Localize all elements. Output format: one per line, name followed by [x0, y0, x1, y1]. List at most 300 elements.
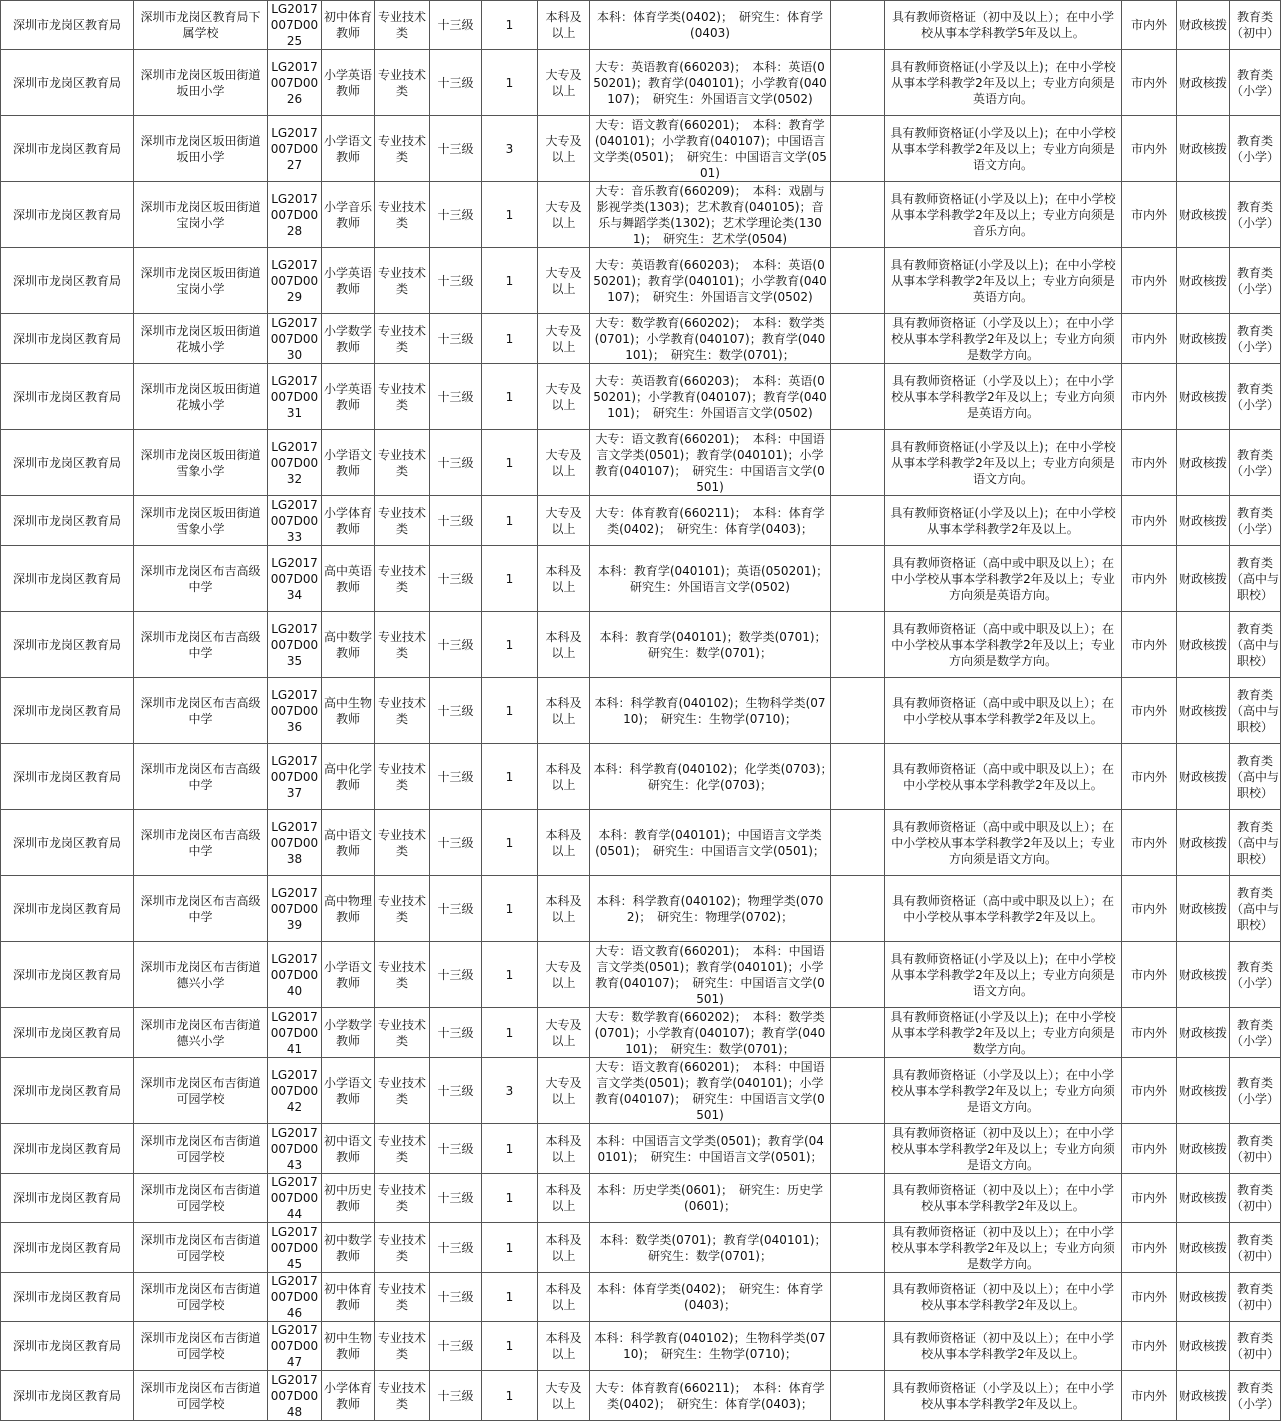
- position-type-cell: 专业技术类: [375, 744, 430, 810]
- position-code-cell: LG2017007D0036: [268, 678, 322, 744]
- empty-cell: [831, 1273, 885, 1322]
- position-code-cell: LG2017007D0026: [268, 50, 322, 116]
- major-requirement-cell: 大专：数学教育(660202)； 本科：数学类(0701)；小学教育(040107)；教育学(040101)； 研究生：数学(0701)；: [590, 1008, 831, 1058]
- unit-cell: 深圳市龙岗区布吉街道可园学校: [134, 1273, 268, 1322]
- position-type-cell: 专业技术类: [375, 1008, 430, 1058]
- position-code-cell: LG2017007D0035: [268, 612, 322, 678]
- unit-cell: 深圳市龙岗区坂田街道宝岗小学: [134, 248, 268, 314]
- position-name-cell: 初中历史教师: [322, 1174, 375, 1223]
- recruitment-scope-cell: 市内外: [1122, 1124, 1177, 1174]
- position-code-cell: LG2017007D0033: [268, 496, 322, 546]
- department-cell: 深圳市龙岗区教育局: [1, 678, 134, 744]
- department-cell: 深圳市龙岗区教育局: [1, 430, 134, 496]
- position-code-cell: LG2017007D0029: [268, 248, 322, 314]
- unit-cell: 深圳市龙岗区布吉高级中学: [134, 612, 268, 678]
- unit-cell: 深圳市龙岗区布吉高级中学: [134, 546, 268, 612]
- funding-cell: 财政核拨: [1177, 1124, 1230, 1174]
- unit-cell: 深圳市龙岗区坂田街道宝岗小学: [134, 182, 268, 248]
- headcount-cell: 1: [482, 1273, 538, 1322]
- recruitment-scope-cell: 市内外: [1122, 1174, 1177, 1223]
- position-name-cell: 小学数学教师: [322, 1008, 375, 1058]
- funding-cell: 财政核拨: [1177, 678, 1230, 744]
- position-type-cell: 专业技术类: [375, 50, 430, 116]
- position-code-cell: LG2017007D0037: [268, 744, 322, 810]
- headcount-cell: 1: [482, 248, 538, 314]
- education-cell: 大专及以上: [538, 430, 590, 496]
- major-requirement-cell: 本科：中国语言文学类(0501)；教育学(040101)； 研究生：中国语言文学(0501)；: [590, 1124, 831, 1174]
- position-name-cell: 小学英语教师: [322, 50, 375, 116]
- level-cell: 十三级: [430, 314, 482, 364]
- education-cell: 本科及以上: [538, 810, 590, 876]
- major-requirement-cell: 本科：体育学类(0402)； 研究生：体育学(0403)；: [590, 1273, 831, 1322]
- table-row: [1, 1322, 1281, 1371]
- education-cell: 大专及以上: [538, 1371, 590, 1421]
- unit-cell: 深圳市龙岗区布吉街道可园学校: [134, 1322, 268, 1371]
- unit-cell: 深圳市龙岗区布吉街道德兴小学: [134, 942, 268, 1008]
- empty-cell: [831, 116, 885, 182]
- education-cell: 大专及以上: [538, 116, 590, 182]
- empty-cell: [831, 1124, 885, 1174]
- level-cell: 十三级: [430, 248, 482, 314]
- department-cell: 深圳市龙岗区教育局: [1, 810, 134, 876]
- position-name-cell: 高中英语教师: [322, 546, 375, 612]
- exam-category-cell: 教育类（小学）: [1230, 314, 1281, 364]
- headcount-cell: 1: [482, 1174, 538, 1223]
- position-type-cell: 专业技术类: [375, 116, 430, 182]
- table-row: [1, 364, 1281, 430]
- exam-category-cell: 教育类（小学）: [1230, 116, 1281, 182]
- table-row: [1, 678, 1281, 744]
- level-cell: 十三级: [430, 1, 482, 50]
- table-row: [1, 182, 1281, 248]
- exam-category-cell: 教育类（小学）: [1230, 182, 1281, 248]
- position-code-cell: LG2017007D0031: [268, 364, 322, 430]
- funding-cell: 财政核拨: [1177, 546, 1230, 612]
- education-cell: 大专及以上: [538, 496, 590, 546]
- other-requirement-cell: 具有教师资格证（高中或中职及以上）；在中小学校从事本学科教学2年及以上；专业方向须是语文方向。: [885, 810, 1122, 876]
- position-name-cell: 小学语文教师: [322, 942, 375, 1008]
- position-name-cell: 高中物理教师: [322, 876, 375, 942]
- empty-cell: [831, 678, 885, 744]
- empty-cell: [831, 744, 885, 810]
- headcount-cell: 1: [482, 1008, 538, 1058]
- major-requirement-cell: 大专：语文教育(660201)； 本科：教育学(040101)；小学教育(040107)；中国语言文学类(0501)； 研究生：中国语言文学(0501): [590, 116, 831, 182]
- recruitment-scope-cell: 市内外: [1122, 364, 1177, 430]
- department-cell: 深圳市龙岗区教育局: [1, 1322, 134, 1371]
- major-requirement-cell: 大专：语文教育(660201)； 本科：中国语言文学类(0501)；教育学(040101)；小学教育(040107)； 研究生：中国语言文学(0501): [590, 942, 831, 1008]
- position-code-cell: LG2017007D0034: [268, 546, 322, 612]
- unit-cell: 深圳市龙岗区坂田街道坂田小学: [134, 50, 268, 116]
- level-cell: 十三级: [430, 1371, 482, 1421]
- headcount-cell: 1: [482, 50, 538, 116]
- exam-category-cell: 教育类（小学）: [1230, 942, 1281, 1008]
- position-name-cell: 高中化学教师: [322, 744, 375, 810]
- position-code-cell: LG2017007D0047: [268, 1322, 322, 1371]
- recruitment-scope-cell: 市内外: [1122, 314, 1177, 364]
- recruitment-scope-cell: 市内外: [1122, 1273, 1177, 1322]
- empty-cell: [831, 1, 885, 50]
- position-code-cell: LG2017007D0045: [268, 1223, 322, 1273]
- level-cell: 十三级: [430, 546, 482, 612]
- position-type-cell: 专业技术类: [375, 1273, 430, 1322]
- other-requirement-cell: 具有教师资格证（小学及以上）；在中小学校从事本学科教学2年及以上。: [885, 1371, 1122, 1421]
- unit-cell: 深圳市龙岗区布吉高级中学: [134, 744, 268, 810]
- level-cell: 十三级: [430, 1322, 482, 1371]
- other-requirement-cell: 具有教师资格证（小学及以上）；在中小学校从事本学科教学2年及以上；专业方向须是数学方向。: [885, 314, 1122, 364]
- recruitment-scope-cell: 市内外: [1122, 876, 1177, 942]
- other-requirement-cell: 具有教师资格证(小学及以上)；在中小学校从事本学科教学2年及以上；专业方向须是音乐方向。: [885, 182, 1122, 248]
- table-row: [1, 1273, 1281, 1322]
- other-requirement-cell: 具有教师资格证(小学及以上)；在中小学校从事本学科教学2年及以上；专业方向须是语文方向。: [885, 942, 1122, 1008]
- empty-cell: [831, 430, 885, 496]
- empty-cell: [831, 1223, 885, 1273]
- other-requirement-cell: 具有教师资格证（初中及以上）；在中小学校从事本学科教学5年及以上。: [885, 1, 1122, 50]
- empty-cell: [831, 1174, 885, 1223]
- exam-category-cell: 教育类（初中）: [1230, 1174, 1281, 1223]
- exam-category-cell: 教育类（小学）: [1230, 1371, 1281, 1421]
- exam-category-cell: 教育类（小学）: [1230, 1008, 1281, 1058]
- exam-category-cell: 教育类（小学）: [1230, 50, 1281, 116]
- other-requirement-cell: 具有教师资格证(小学及以上)；在中小学校从事本学科教学2年及以上；专业方向须是数学方向。: [885, 1008, 1122, 1058]
- empty-cell: [831, 182, 885, 248]
- table-row: [1, 942, 1281, 1008]
- exam-category-cell: 教育类（小学）: [1230, 1058, 1281, 1124]
- table-row: [1, 546, 1281, 612]
- other-requirement-cell: 具有教师资格证（高中或中职及以上）；在中小学校从事本学科教学2年及以上。: [885, 678, 1122, 744]
- major-requirement-cell: 大专：体育教育(660211)； 本科：体育学类(0402)； 研究生：体育学(0403)；: [590, 1371, 831, 1421]
- department-cell: 深圳市龙岗区教育局: [1, 1008, 134, 1058]
- unit-cell: 深圳市龙岗区布吉街道可园学校: [134, 1371, 268, 1421]
- position-type-cell: 专业技术类: [375, 430, 430, 496]
- table-row: [1, 1371, 1281, 1421]
- headcount-cell: 1: [482, 364, 538, 430]
- recruitment-scope-cell: 市内外: [1122, 612, 1177, 678]
- position-name-cell: 初中数学教师: [322, 1223, 375, 1273]
- funding-cell: 财政核拨: [1177, 942, 1230, 1008]
- table-row: [1, 744, 1281, 810]
- unit-cell: 深圳市龙岗区坂田街道花城小学: [134, 314, 268, 364]
- unit-cell: 深圳市龙岗区布吉高级中学: [134, 876, 268, 942]
- major-requirement-cell: 大专：音乐教育(660209)； 本科：戏剧与影视学类(1303)；艺术教育(040105)；音乐与舞蹈学类(1302)；艺术学理论类(1301)； 研究生：艺术学(0504): [590, 182, 831, 248]
- position-type-cell: 专业技术类: [375, 1124, 430, 1174]
- other-requirement-cell: 具有教师资格证（高中或中职及以上）；在中小学校从事本学科教学2年及以上；专业方向须是数学方向。: [885, 612, 1122, 678]
- unit-cell: 深圳市龙岗区布吉高级中学: [134, 678, 268, 744]
- position-type-cell: 专业技术类: [375, 1322, 430, 1371]
- department-cell: 深圳市龙岗区教育局: [1, 182, 134, 248]
- empty-cell: [831, 496, 885, 546]
- exam-category-cell: 教育类（小学）: [1230, 364, 1281, 430]
- education-cell: 本科及以上: [538, 876, 590, 942]
- level-cell: 十三级: [430, 182, 482, 248]
- headcount-cell: 1: [482, 1124, 538, 1174]
- table-row: [1, 810, 1281, 876]
- department-cell: 深圳市龙岗区教育局: [1, 744, 134, 810]
- position-type-cell: 专业技术类: [375, 1, 430, 50]
- position-type-cell: 专业技术类: [375, 364, 430, 430]
- level-cell: 十三级: [430, 1174, 482, 1223]
- recruitment-scope-cell: 市内外: [1122, 430, 1177, 496]
- department-cell: 深圳市龙岗区教育局: [1, 1124, 134, 1174]
- recruitment-scope-cell: 市内外: [1122, 810, 1177, 876]
- exam-category-cell: 教育类（初中）: [1230, 1322, 1281, 1371]
- table-row: [1, 116, 1281, 182]
- recruitment-scope-cell: 市内外: [1122, 1058, 1177, 1124]
- department-cell: 深圳市龙岗区教育局: [1, 1058, 134, 1124]
- empty-cell: [831, 1058, 885, 1124]
- unit-cell: 深圳市龙岗区坂田街道雪象小学: [134, 430, 268, 496]
- empty-cell: [831, 248, 885, 314]
- recruitment-scope-cell: 市内外: [1122, 1371, 1177, 1421]
- department-cell: 深圳市龙岗区教育局: [1, 546, 134, 612]
- level-cell: 十三级: [430, 364, 482, 430]
- other-requirement-cell: 具有教师资格证（高中或中职及以上）；在中小学校从事本学科教学2年及以上。: [885, 876, 1122, 942]
- funding-cell: 财政核拨: [1177, 1174, 1230, 1223]
- level-cell: 十三级: [430, 1008, 482, 1058]
- other-requirement-cell: 具有教师资格证(小学及以上)；在中小学校从事本学科教学2年及以上；专业方向须是语文方向。: [885, 430, 1122, 496]
- headcount-cell: 1: [482, 612, 538, 678]
- table-row: [1, 1174, 1281, 1223]
- unit-cell: 深圳市龙岗区布吉高级中学: [134, 810, 268, 876]
- position-code-cell: LG2017007D0040: [268, 942, 322, 1008]
- exam-category-cell: 教育类（小学）: [1230, 248, 1281, 314]
- department-cell: 深圳市龙岗区教育局: [1, 612, 134, 678]
- other-requirement-cell: 具有教师资格证（初中及以上）；在中小学校从事本学科教学2年及以上。: [885, 1322, 1122, 1371]
- position-name-cell: 小学语文教师: [322, 116, 375, 182]
- empty-cell: [831, 50, 885, 116]
- exam-category-cell: 教育类（初中）: [1230, 1273, 1281, 1322]
- position-type-cell: 专业技术类: [375, 314, 430, 364]
- position-name-cell: 高中数学教师: [322, 612, 375, 678]
- position-name-cell: 小学语文教师: [322, 430, 375, 496]
- level-cell: 十三级: [430, 612, 482, 678]
- department-cell: 深圳市龙岗区教育局: [1, 116, 134, 182]
- position-name-cell: 初中体育教师: [322, 1273, 375, 1322]
- major-requirement-cell: 本科：科学教育(040102)；化学类(0703)； 研究生：化学(0703)；: [590, 744, 831, 810]
- table-row: [1, 1008, 1281, 1058]
- major-requirement-cell: 大专：体育教育(660211)； 本科：体育学类(0402)； 研究生：体育学(0403)；: [590, 496, 831, 546]
- recruitment-scope-cell: 市内外: [1122, 50, 1177, 116]
- major-requirement-cell: 本科：体育学类(0402)； 研究生：体育学(0403): [590, 1, 831, 50]
- major-requirement-cell: 大专：英语教育(660203)； 本科：英语(050201)；教育学(040101)；小学教育(040107)； 研究生：外国语言文学(0502): [590, 50, 831, 116]
- empty-cell: [831, 1008, 885, 1058]
- table-row: [1, 430, 1281, 496]
- table-row: [1, 314, 1281, 364]
- unit-cell: 深圳市龙岗区布吉街道可园学校: [134, 1058, 268, 1124]
- other-requirement-cell: 具有教师资格证（初中及以上）；在中小学校从事本学科教学2年及以上；专业方向须是语文方向。: [885, 1124, 1122, 1174]
- unit-cell: 深圳市龙岗区布吉街道德兴小学: [134, 1008, 268, 1058]
- level-cell: 十三级: [430, 116, 482, 182]
- funding-cell: 财政核拨: [1177, 116, 1230, 182]
- unit-cell: 深圳市龙岗区布吉街道可园学校: [134, 1174, 268, 1223]
- position-type-cell: 专业技术类: [375, 1223, 430, 1273]
- major-requirement-cell: 大专：语文教育(660201)； 本科：中国语言文学类(0501)；教育学(040101)；小学教育(040107)； 研究生：中国语言文学(0501): [590, 1058, 831, 1124]
- funding-cell: 财政核拨: [1177, 1371, 1230, 1421]
- other-requirement-cell: 具有教师资格证（小学及以上）；在中小学校从事本学科教学2年及以上；专业方向须是英语方向。: [885, 364, 1122, 430]
- empty-cell: [831, 810, 885, 876]
- education-cell: 本科及以上: [538, 1322, 590, 1371]
- position-name-cell: 高中生物教师: [322, 678, 375, 744]
- department-cell: 深圳市龙岗区教育局: [1, 1223, 134, 1273]
- exam-category-cell: 教育类（初中）: [1230, 1, 1281, 50]
- education-cell: 大专及以上: [538, 1008, 590, 1058]
- position-type-cell: 专业技术类: [375, 612, 430, 678]
- education-cell: 本科及以上: [538, 678, 590, 744]
- funding-cell: 财政核拨: [1177, 1322, 1230, 1371]
- empty-cell: [831, 314, 885, 364]
- major-requirement-cell: 大专：数学教育(660202)； 本科：数学类(0701)；小学教育(040107)；教育学(040101)； 研究生：数学(0701)；: [590, 314, 831, 364]
- funding-cell: 财政核拨: [1177, 810, 1230, 876]
- other-requirement-cell: 具有教师资格证（小学及以上）；在中小学校从事本学科教学2年及以上；专业方向须是语文方向。: [885, 1058, 1122, 1124]
- position-name-cell: 初中语文教师: [322, 1124, 375, 1174]
- funding-cell: 财政核拨: [1177, 430, 1230, 496]
- position-name-cell: 小学语文教师: [322, 1058, 375, 1124]
- position-name-cell: 高中语文教师: [322, 810, 375, 876]
- level-cell: 十三级: [430, 496, 482, 546]
- department-cell: 深圳市龙岗区教育局: [1, 942, 134, 1008]
- other-requirement-cell: 具有教师资格证(小学及以上)；在中小学校从事本学科教学2年及以上；专业方向须是语文方向。: [885, 116, 1122, 182]
- table-row: [1, 1, 1281, 50]
- position-name-cell: 初中生物教师: [322, 1322, 375, 1371]
- position-code-cell: LG2017007D0032: [268, 430, 322, 496]
- level-cell: 十三级: [430, 744, 482, 810]
- empty-cell: [831, 546, 885, 612]
- position-code-cell: LG2017007D0043: [268, 1124, 322, 1174]
- empty-cell: [831, 1371, 885, 1421]
- position-type-cell: 专业技术类: [375, 876, 430, 942]
- headcount-cell: 1: [482, 1371, 538, 1421]
- recruitment-scope-cell: 市内外: [1122, 744, 1177, 810]
- major-requirement-cell: 本科：数学类(0701)；教育学(040101)； 研究生：数学(0701)；: [590, 1223, 831, 1273]
- recruitment-scope-cell: 市内外: [1122, 116, 1177, 182]
- exam-category-cell: 教育类（高中与职校）: [1230, 546, 1281, 612]
- table-body: [1, 1, 1281, 1421]
- level-cell: 十三级: [430, 810, 482, 876]
- funding-cell: 财政核拨: [1177, 1058, 1230, 1124]
- position-name-cell: 小学音乐教师: [322, 182, 375, 248]
- recruitment-scope-cell: 市内外: [1122, 1008, 1177, 1058]
- position-code-cell: LG2017007D0044: [268, 1174, 322, 1223]
- major-requirement-cell: 大专：语文教育(660201)； 本科：中国语言文学类(0501)；教育学(040101)；小学教育(040107)； 研究生：中国语言文学(0501): [590, 430, 831, 496]
- unit-cell: 深圳市龙岗区坂田街道花城小学: [134, 364, 268, 430]
- empty-cell: [831, 364, 885, 430]
- major-requirement-cell: 本科：科学教育(040102)；生物科学类(0710)； 研究生：生物学(0710)；: [590, 678, 831, 744]
- education-cell: 大专及以上: [538, 364, 590, 430]
- headcount-cell: 1: [482, 1223, 538, 1273]
- position-code-cell: LG2017007D0041: [268, 1008, 322, 1058]
- recruitment-scope-cell: 市内外: [1122, 1223, 1177, 1273]
- education-cell: 本科及以上: [538, 1273, 590, 1322]
- department-cell: 深圳市龙岗区教育局: [1, 1371, 134, 1421]
- other-requirement-cell: 具有教师资格证（初中及以上）；在中小学校从事本学科教学2年及以上。: [885, 1273, 1122, 1322]
- headcount-cell: 1: [482, 1, 538, 50]
- major-requirement-cell: 大专：英语教育(660203)； 本科：英语(050201)；教育学(040101)；小学教育(040107)； 研究生：外国语言文学(0502): [590, 248, 831, 314]
- major-requirement-cell: 本科：教育学(040101)；英语(050201)； 研究生：外国语言文学(0502): [590, 546, 831, 612]
- education-cell: 本科及以上: [538, 1174, 590, 1223]
- empty-cell: [831, 1322, 885, 1371]
- unit-cell: 深圳市龙岗区坂田街道坂田小学: [134, 116, 268, 182]
- headcount-cell: 1: [482, 942, 538, 1008]
- funding-cell: 财政核拨: [1177, 876, 1230, 942]
- major-requirement-cell: 本科：历史学类(0601)； 研究生：历史学(0601)；: [590, 1174, 831, 1223]
- position-name-cell: 小学体育教师: [322, 1371, 375, 1421]
- department-cell: 深圳市龙岗区教育局: [1, 1273, 134, 1322]
- recruitment-scope-cell: 市内外: [1122, 942, 1177, 1008]
- funding-cell: 财政核拨: [1177, 1, 1230, 50]
- funding-cell: 财政核拨: [1177, 248, 1230, 314]
- position-code-cell: LG2017007D0048: [268, 1371, 322, 1421]
- position-type-cell: 专业技术类: [375, 810, 430, 876]
- other-requirement-cell: 具有教师资格证(小学及以上)；在中小学校从事本学科教学2年及以上。: [885, 496, 1122, 546]
- major-requirement-cell: 大专：英语教育(660203)； 本科：英语(050201)；小学教育(040107)；教育学(040101)； 研究生：外国语言文学(0502): [590, 364, 831, 430]
- unit-cell: 深圳市龙岗区布吉街道可园学校: [134, 1124, 268, 1174]
- position-type-cell: 专业技术类: [375, 182, 430, 248]
- position-code-cell: LG2017007D0038: [268, 810, 322, 876]
- position-type-cell: 专业技术类: [375, 678, 430, 744]
- exam-category-cell: 教育类（初中）: [1230, 1223, 1281, 1273]
- position-type-cell: 专业技术类: [375, 248, 430, 314]
- table-row: [1, 496, 1281, 546]
- major-requirement-cell: 本科：科学教育(040102)；物理学类(0702)； 研究生：物理学(0702)；: [590, 876, 831, 942]
- department-cell: 深圳市龙岗区教育局: [1, 364, 134, 430]
- table-row: [1, 50, 1281, 116]
- recruitment-scope-cell: 市内外: [1122, 496, 1177, 546]
- department-cell: 深圳市龙岗区教育局: [1, 496, 134, 546]
- unit-cell: 深圳市龙岗区布吉街道可园学校: [134, 1223, 268, 1273]
- funding-cell: 财政核拨: [1177, 50, 1230, 116]
- funding-cell: 财政核拨: [1177, 364, 1230, 430]
- recruitment-scope-cell: 市内外: [1122, 248, 1177, 314]
- education-cell: 大专及以上: [538, 1058, 590, 1124]
- position-code-cell: LG2017007D0042: [268, 1058, 322, 1124]
- other-requirement-cell: 具有教师资格证（高中或中职及以上）；在中小学校从事本学科教学2年及以上。: [885, 744, 1122, 810]
- level-cell: 十三级: [430, 430, 482, 496]
- education-cell: 本科及以上: [538, 612, 590, 678]
- headcount-cell: 3: [482, 1058, 538, 1124]
- level-cell: 十三级: [430, 1273, 482, 1322]
- exam-category-cell: 教育类（高中与职校）: [1230, 612, 1281, 678]
- exam-category-cell: 教育类（高中与职校）: [1230, 810, 1281, 876]
- position-type-cell: 专业技术类: [375, 942, 430, 1008]
- headcount-cell: 1: [482, 744, 538, 810]
- education-cell: 本科及以上: [538, 1, 590, 50]
- headcount-cell: 1: [482, 182, 538, 248]
- position-name-cell: 小学体育教师: [322, 496, 375, 546]
- other-requirement-cell: 具有教师资格证（初中及以上）；在中小学校从事本学科教学2年及以上；专业方向须是数学方向。: [885, 1223, 1122, 1273]
- headcount-cell: 1: [482, 314, 538, 364]
- unit-cell: 深圳市龙岗区坂田街道雪象小学: [134, 496, 268, 546]
- department-cell: 深圳市龙岗区教育局: [1, 876, 134, 942]
- position-type-cell: 专业技术类: [375, 1371, 430, 1421]
- table-row: [1, 248, 1281, 314]
- funding-cell: 财政核拨: [1177, 314, 1230, 364]
- major-requirement-cell: 本科：科学教育(040102)；生物科学类(0710)； 研究生：生物学(0710)；: [590, 1322, 831, 1371]
- headcount-cell: 1: [482, 546, 538, 612]
- level-cell: 十三级: [430, 876, 482, 942]
- level-cell: 十三级: [430, 942, 482, 1008]
- funding-cell: 财政核拨: [1177, 1223, 1230, 1273]
- position-code-cell: LG2017007D0025: [268, 1, 322, 50]
- education-cell: 大专及以上: [538, 942, 590, 1008]
- exam-category-cell: 教育类（高中与职校）: [1230, 678, 1281, 744]
- recruitment-scope-cell: 市内外: [1122, 1322, 1177, 1371]
- other-requirement-cell: 具有教师资格证(小学及以上)；在中小学校从事本学科教学2年及以上；专业方向须是英语方向。: [885, 248, 1122, 314]
- empty-cell: [831, 942, 885, 1008]
- recruitment-scope-cell: 市内外: [1122, 546, 1177, 612]
- headcount-cell: 1: [482, 496, 538, 546]
- position-code-cell: LG2017007D0027: [268, 116, 322, 182]
- department-cell: 深圳市龙岗区教育局: [1, 50, 134, 116]
- level-cell: 十三级: [430, 1124, 482, 1174]
